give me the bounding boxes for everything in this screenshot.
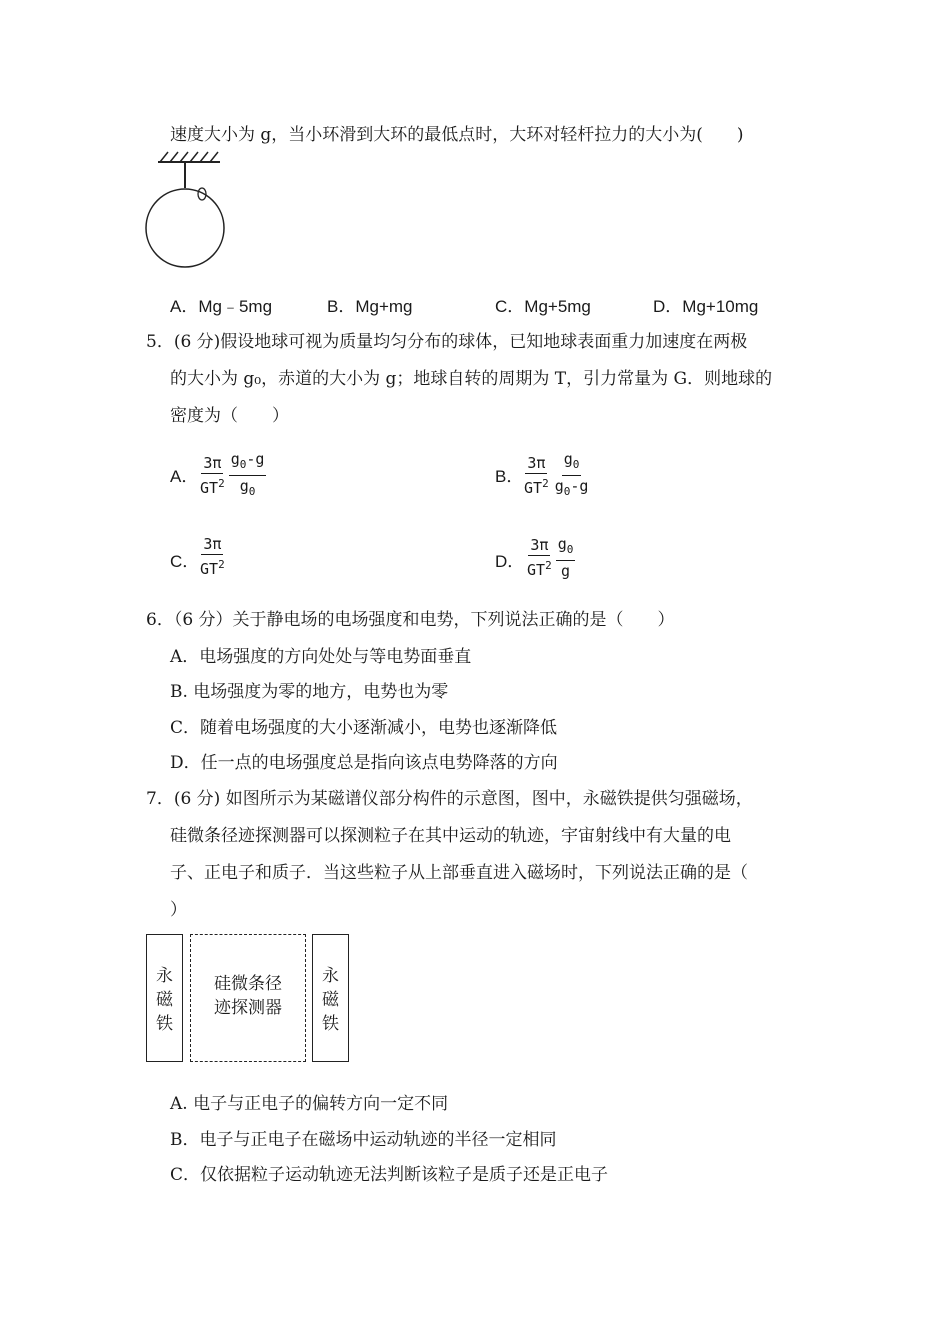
q4-option-a[interactable]: A．Mg﹣5mg xyxy=(170,297,273,316)
fraction: $\frac{3\pi}{GT^2}$ xyxy=(200,454,225,497)
fraction: $\frac{g_0}{g_0-g}$ xyxy=(554,450,589,498)
q6-option-a[interactable]: A．电场强度的方向处处与等电势面垂直 xyxy=(170,647,472,667)
fraction: $\frac{3\pi}{GT^2}$ xyxy=(527,536,552,579)
right-magnet-label: 永 磁 铁 xyxy=(322,966,339,1034)
q7-option-a[interactable]: A. 电子与正电子的偏转方向一定不同 xyxy=(170,1094,449,1114)
fraction: $\frac{3\pi}{GT^2}$ xyxy=(200,535,225,578)
q7-stem-line-3: 子、正电子和质子．当这些粒子从上部垂直进入磁场时，下列说法正确的是（ xyxy=(170,863,748,883)
fraction: $\frac{3\pi}{GT^2}$ xyxy=(524,454,549,497)
q5-option-d-formula xyxy=(525,535,577,580)
q5-stem-line-1: 5．(6 分)假设地球可视为质量均匀分布的球体，已知地球表面重力加速度在两极 xyxy=(146,332,748,352)
q7-stem-line-2: 硅微条径迹探测器可以探测粒子在其中运动的轨迹，宇宙射线中有大量的电 xyxy=(170,826,731,846)
left-magnet-label: 永 磁 铁 xyxy=(156,966,173,1034)
q6-option-c[interactable]: C．随着电场强度的大小逐渐减小，电势也逐渐降低 xyxy=(170,718,558,738)
q5-stem-line-3: 密度为（ ） xyxy=(170,406,289,426)
q4-option-b[interactable]: B．Mg+mg xyxy=(327,297,413,316)
fraction: $\frac{g_0}{g}$ xyxy=(557,535,574,580)
q4-stem-continuation: 速度大小为 g，当小环滑到大环的最低点时，大环对轻杆拉力的大小为( ) xyxy=(170,125,744,145)
q7-stem-line-1: 7．(6 分) 如图所示为某磁谱仪部分构件的示意图，图中，永磁铁提供匀强磁场， xyxy=(146,789,753,809)
q5-option-a-label[interactable]: A． xyxy=(170,467,199,486)
q5-stem-line-2: 的大小为 g₀，赤道的大小为 g；地球自转的周期为 T，引力常量为 G．则地球的 xyxy=(170,369,773,389)
q4-option-d[interactable]: D．Mg+10mg xyxy=(653,297,759,316)
detector-label: 硅微条径 迹探测器 xyxy=(214,974,282,1018)
q5-option-b-label[interactable]: B． xyxy=(495,467,524,486)
large-ring xyxy=(146,189,224,267)
ceiling-hatching xyxy=(160,152,218,162)
q5-option-a-formula xyxy=(198,450,268,501)
fraction: $\frac{g_0-g}{g_0}$ xyxy=(230,450,265,498)
q6-option-b[interactable]: B. 电场强度为零的地方，电势也为零 xyxy=(170,682,449,702)
q4-option-c[interactable]: C．Mg+5mg xyxy=(495,297,591,316)
q5-option-d-label[interactable]: D． xyxy=(495,552,525,571)
ring-on-rod-figure xyxy=(140,150,240,280)
q5-option-c-label[interactable]: C． xyxy=(170,552,200,571)
q5-option-c-formula xyxy=(198,535,229,578)
q6-option-d[interactable]: D．任一点的电场强度总是指向该点电势降落的方向 xyxy=(170,753,558,773)
q5-option-b-formula xyxy=(522,450,592,501)
q6-stem: 6．（6 分）关于静电场的电场强度和电势，下列说法正确的是（ ） xyxy=(146,610,675,630)
q7-option-b[interactable]: B．电子与正电子在磁场中运动轨迹的半径一定相同 xyxy=(170,1130,557,1150)
q7-option-c[interactable]: C．仅依据粒子运动轨迹无法判断该粒子是质子还是正电子 xyxy=(170,1165,609,1185)
q7-stem-line-4: ） xyxy=(170,900,187,920)
